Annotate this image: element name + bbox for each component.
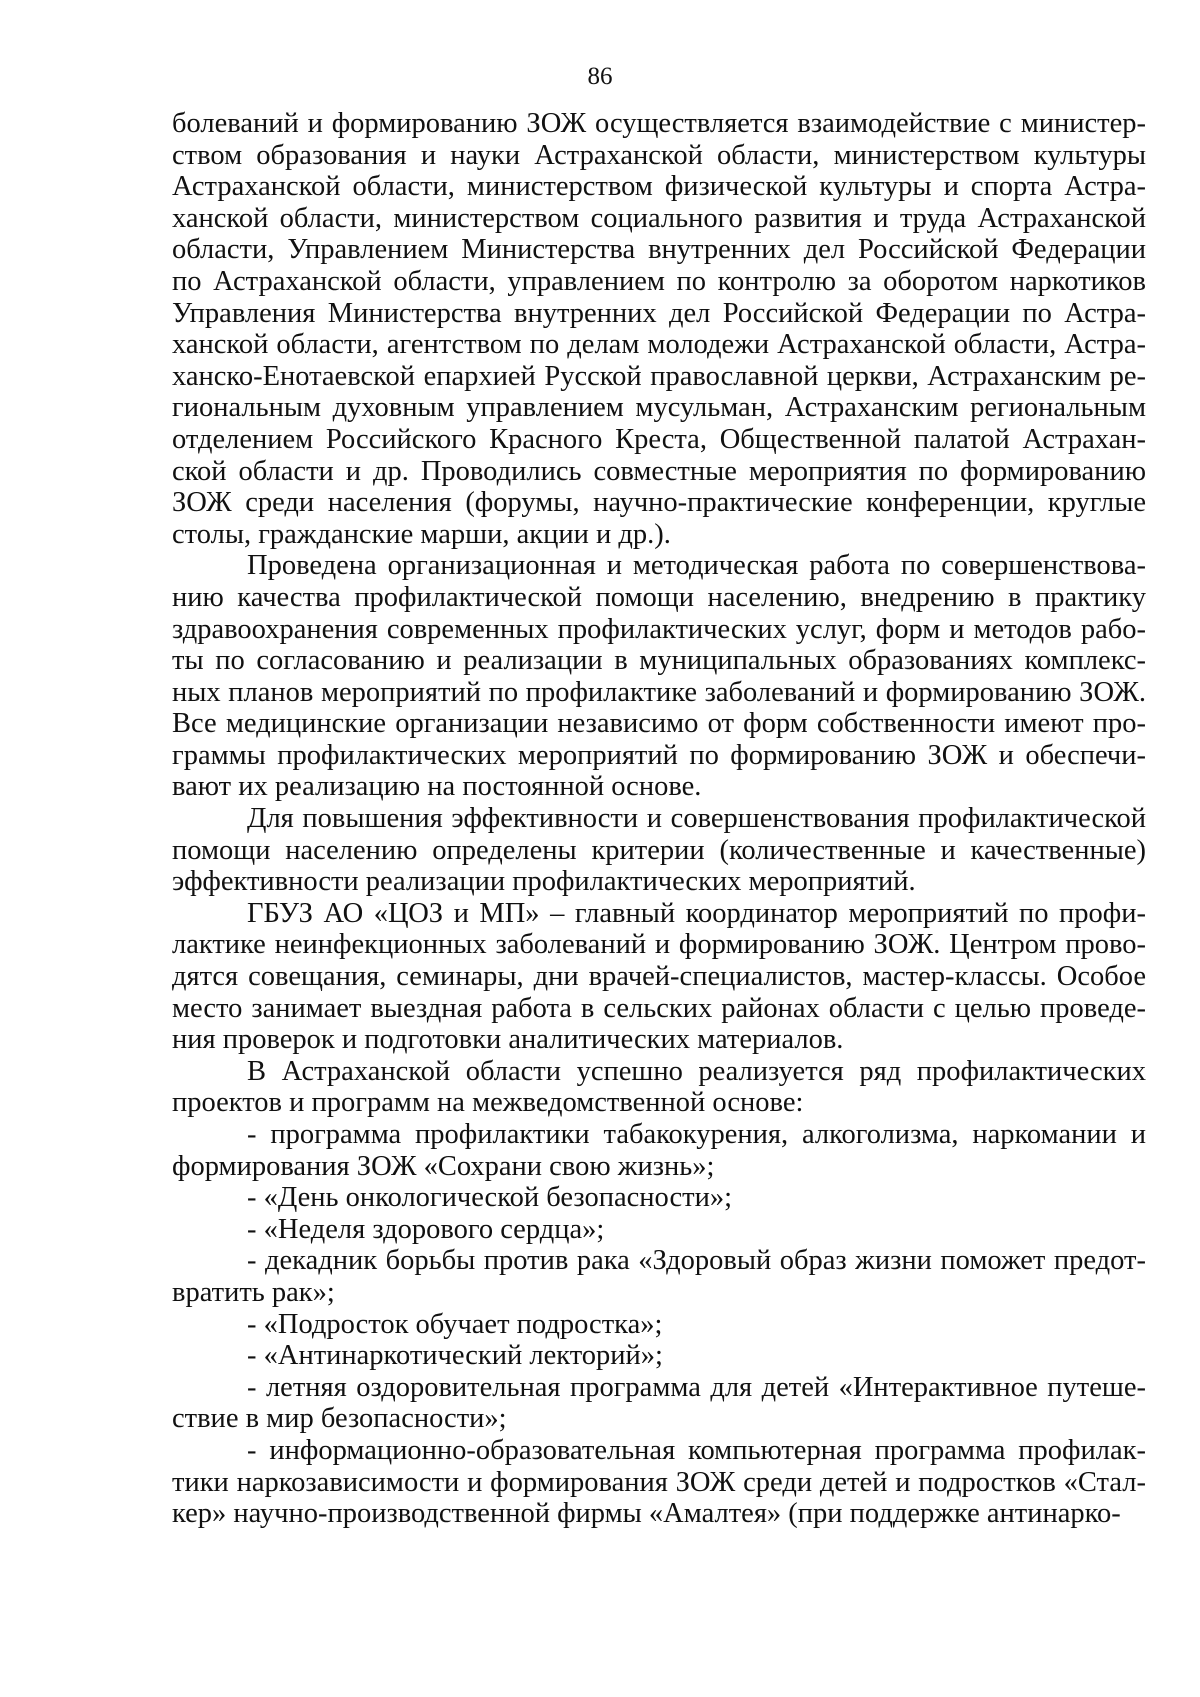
list-item-teen-teaches-teen: - «Подросток обучает подростка»; xyxy=(247,1308,663,1340)
list-item-heart-week: - «Неделя здорового сердца»; xyxy=(247,1213,605,1245)
paragraph-methodical-work: Проведена организационная и методическая работа по совершенствованию качества профилактической помощи населению, внедрению в практику здравоохранения современных профилактических услуг, форм и методов работы по согласованию и реализации в муниципальных образованиях комплексных планов мероприятий по профилактике заболеваний и формированию ЗОЖ. Все медицинские организации независимо от форм собственности имеют программы профилактических мероприятий по формированию ЗОЖ и обеспечивают их реализацию на постоянной основе. xyxy=(172,550,1146,803)
list-item-oncology-day: - «День онкологической безопасности»; xyxy=(247,1182,732,1214)
document-body xyxy=(172,108,1146,1530)
paragraph-continuation: болеваний и формированию ЗОЖ осуществляется взаимодействие с министерством образования и науки Астраханской области, министерством культуры Астраханской области, министерством физической культуры и спорта Астраханской области, министерством социального развития и труда Астраханской области, Управлением Министерства внутренних дел Российской Федерации по Астраханской области, управлением по контролю за оборотом наркотиков Управления Министерства внутренних дел Российской Федерации по Астраханской области, агентством по делам молодежи Астраханской области, Астраханско-Енотаевской епархией Русской православной церкви, Астраханским региональным духовным управлением мусульман, Астраханским региональным отделением Российского Красного Креста, Общественной палатой Астраханской области и др. Проводились совместные мероприятия по формированию ЗОЖ среди населения (форумы, научно-практические конференции, круглые столы, гражданские марши, акции и др.). xyxy=(172,108,1146,550)
list-item-summer-program: - летняя оздоровительная программа для детей «Интерактивное путешествие в мир безопасности»; xyxy=(172,1371,1146,1435)
paragraph-coordinator: ГБУЗ АО «ЦОЗ и МП» – главный координатор мероприятий по профилактике неинфекционных заболеваний и формированию ЗОЖ. Центром проводятся совещания, семинары, дни врачей-специалистов, мастер-классы. Особое место занимает выездная работа в сельских районах области с целью проведения проверок и подготовки аналитических материалов. xyxy=(172,897,1146,1056)
list-item-program-save-life: - программа профилактики табакокурения, алкоголизма, наркомании и формирования ЗОЖ «Сохрани свою жизнь»; xyxy=(172,1119,1146,1182)
list-item-stalker-program: - информационно-образовательная компьютерная программа профилактики наркозависимости и формирования ЗОЖ среди детей и подростков «Сталкер» научно-производственной фирмы «Амалтея» (при поддержке антинарко- xyxy=(172,1434,1146,1530)
paragraph-projects-intro: В Астраханской области успешно реализуется ряд профилактических проектов и программ на межведомственной основе: xyxy=(172,1055,1146,1119)
page-number: 86 xyxy=(587,63,613,90)
list-item-antidrug-lectures: - «Антинаркотический лекторий»; xyxy=(247,1340,663,1372)
list-item-cancer-decade: - декадник борьбы против рака «Здоровый образ жизни поможет предотвратить рак»; xyxy=(172,1245,1146,1308)
paragraph-efficiency-criteria: Для повышения эффективности и совершенствования профилактической помощи населению определены критерии (количественные и качественные) эффективности реализации профилактических мероприятий. xyxy=(172,803,1146,898)
